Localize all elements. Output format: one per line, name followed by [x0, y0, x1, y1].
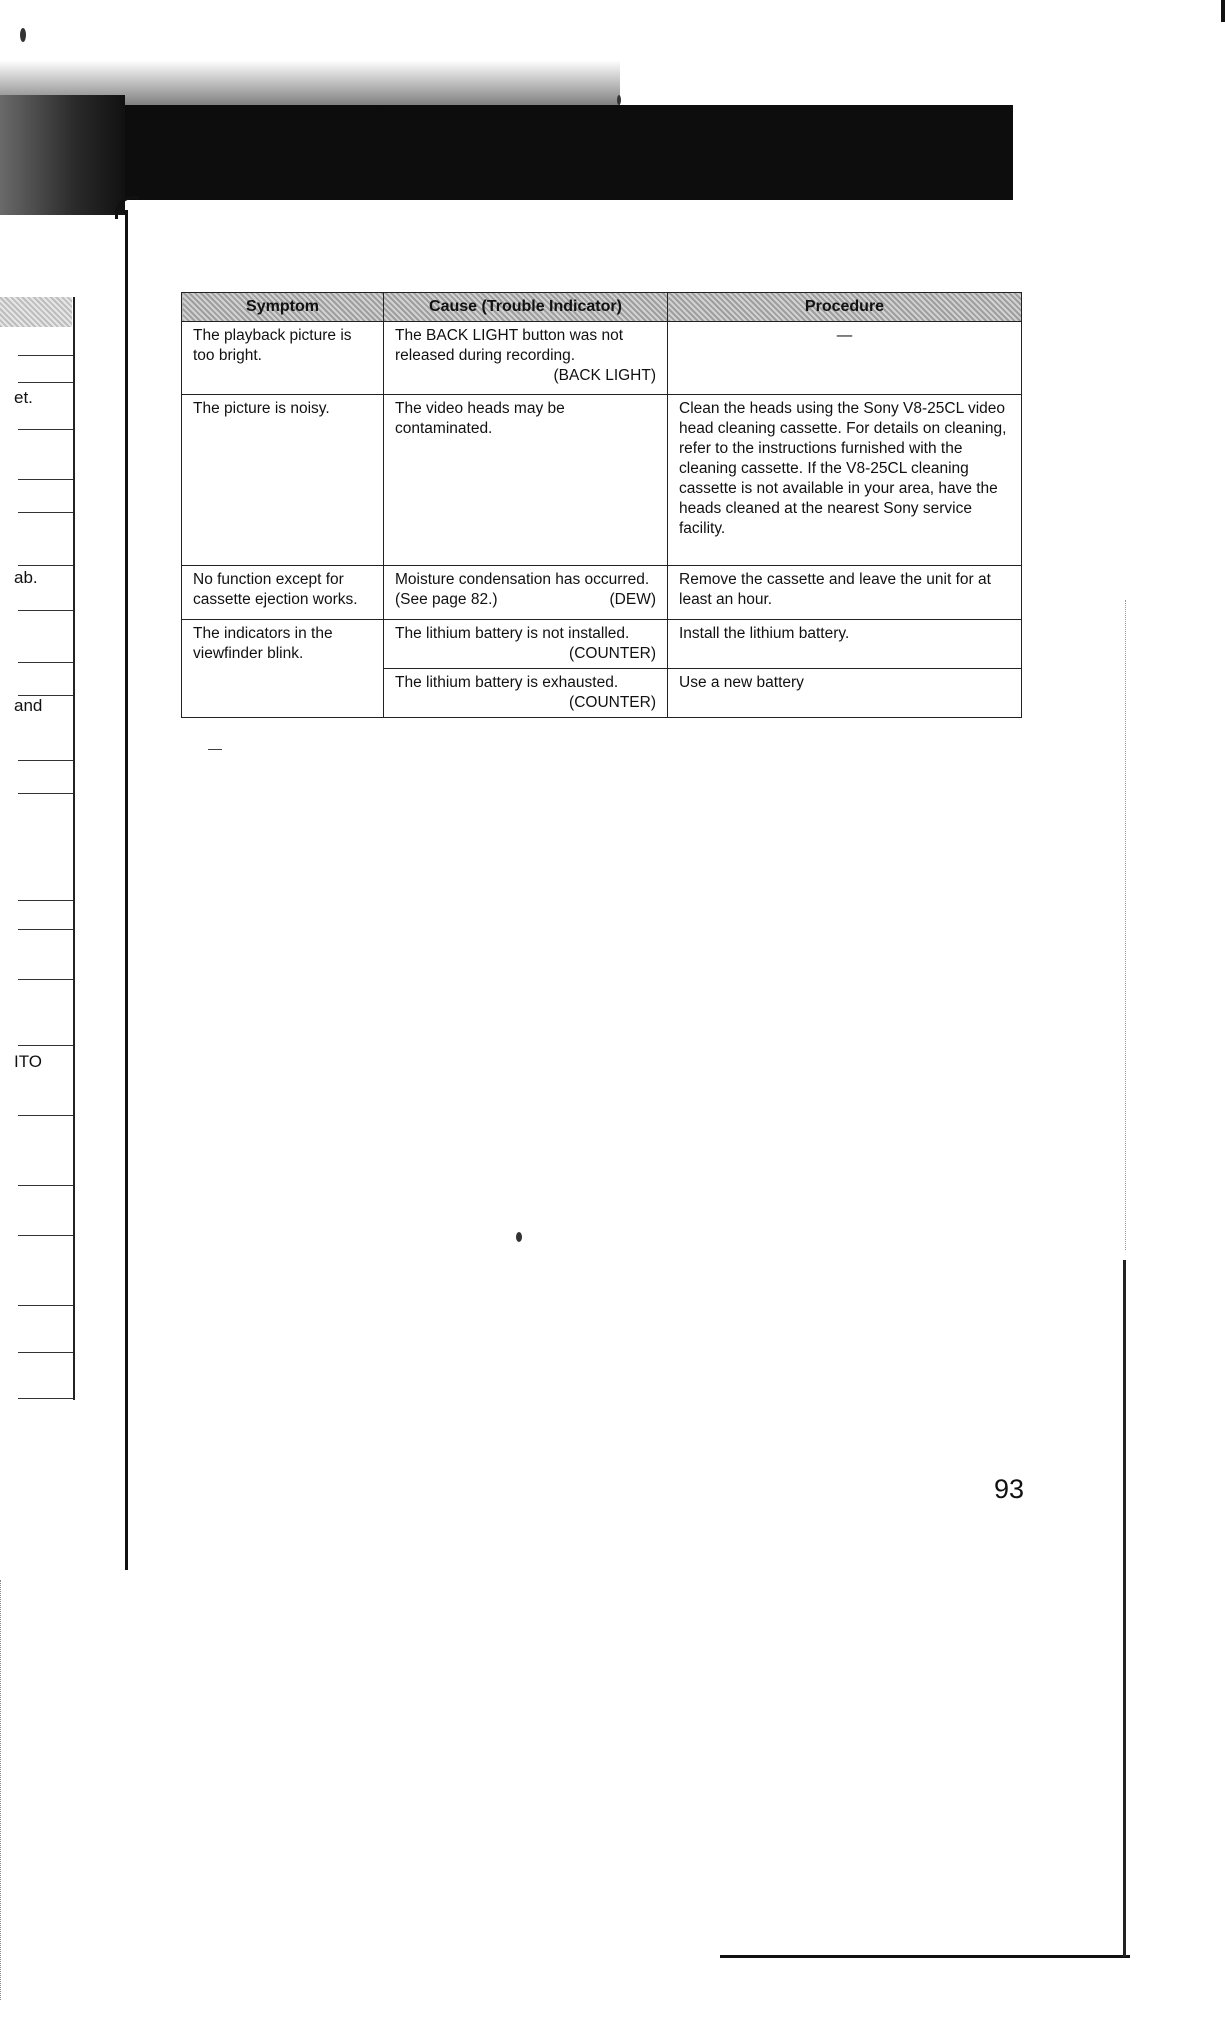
- cause-cell: [384, 669, 668, 718]
- fragment-rule: [18, 565, 73, 566]
- fragment-rule: [18, 979, 73, 980]
- header-cause: Cause (Trouble Indicator): [384, 293, 668, 322]
- table-row: [182, 620, 1022, 669]
- fragment-rule: [18, 1185, 73, 1186]
- header-procedure: Procedure: [668, 293, 1022, 322]
- trouble-indicator: (COUNTER): [569, 694, 656, 711]
- procedure-cell: Clean the heads using the Sony V8-25CL video head cleaning cassette. For details on cleaning, refer to the instructions furnished with the cleaning cassette. If the V8-25CL cleaning cassette is not available in your area, have the heads cleaned at the nearest Sony service facility.: [668, 395, 1022, 566]
- header-symptom: Symptom: [182, 293, 384, 322]
- scan-speck: [20, 28, 26, 42]
- fragment-rule: [18, 662, 73, 663]
- table-row: [182, 566, 1022, 620]
- fragment-rule: [18, 793, 73, 794]
- page-frame-right-edge: [1123, 1260, 1126, 1957]
- page-frame-bottom-line: [720, 1955, 1130, 1958]
- fragment-rule: [18, 479, 73, 480]
- cause-cell: [384, 322, 668, 395]
- procedure-cell: Install the lithium battery.: [668, 620, 1022, 669]
- edge-mark: [1221, 0, 1225, 22]
- cause-text: The lithium battery is exhausted.: [395, 674, 619, 691]
- fragment-rule: [18, 1045, 73, 1046]
- cause-cell: [384, 620, 668, 669]
- cause-ref-line: [395, 590, 656, 610]
- scan-speck: [516, 1232, 522, 1242]
- symptom-cell: The picture is noisy.: [182, 395, 384, 566]
- fragment-text: and: [14, 696, 43, 715]
- fragment-rule: [18, 1352, 73, 1353]
- fragment-text: et.: [14, 388, 33, 407]
- fragment-text: ab.: [14, 568, 38, 587]
- fragment-rule: [18, 382, 73, 383]
- cause-text: The BACK LIGHT button was not released during recording.: [395, 327, 624, 364]
- fragment-rule: [18, 1235, 73, 1236]
- fragment-rule: [18, 512, 73, 513]
- procedure-cell: Remove the cassette and leave the unit for at least an hour.: [668, 566, 1022, 620]
- cause-text: The lithium battery is not installed.: [395, 625, 630, 642]
- table-header-row: [182, 293, 1022, 322]
- scan-speck: [617, 95, 621, 105]
- symptom-cell: The indicators in the viewfinder blink.: [182, 620, 384, 718]
- page-number: 93: [994, 1474, 1025, 1504]
- trouble-indicator: (COUNTER): [569, 645, 656, 662]
- previous-page-table-fragment: [0, 297, 75, 1400]
- fragment-rule: [18, 610, 73, 611]
- fragment-rule: [18, 1305, 73, 1306]
- trouble-indicator: (DEW): [609, 591, 656, 608]
- page-frame-left-line: [125, 210, 128, 1570]
- scan-edge-dots: [0, 1580, 3, 2000]
- header-scan-smudge: [0, 95, 125, 215]
- fragment-rule: [18, 1115, 73, 1116]
- fragment-header-shade: [0, 297, 72, 327]
- cause-cell: [384, 566, 668, 620]
- fragment-rule: [18, 1398, 73, 1399]
- page-edge-dots: [1125, 600, 1127, 1250]
- page-reference: (See page 82.): [395, 591, 498, 608]
- trouble-indicator: (BACK LIGHT): [553, 367, 656, 384]
- fragment-text: ITO: [14, 1052, 43, 1071]
- cause-cell: The video heads may be contaminated.: [384, 395, 668, 566]
- fragment-rule: [18, 760, 73, 761]
- stray-dash: —: [208, 740, 222, 756]
- symptom-cell: The playback picture is too bright.: [182, 322, 384, 395]
- fragment-rule: [18, 929, 73, 930]
- symptom-cell: No function except for cassette ejection works.: [182, 566, 384, 620]
- procedure-cell: —: [668, 322, 1022, 395]
- fragment-rule: [18, 355, 73, 356]
- procedure-cell: Use a new battery: [668, 669, 1022, 718]
- header-band: [0, 105, 1013, 200]
- fragment-rule: [18, 900, 73, 901]
- table-row: [182, 395, 1022, 566]
- cause-text: Moisture condensation has occurred.: [395, 571, 650, 588]
- fragment-rule: [18, 429, 73, 430]
- troubleshooting-table: [181, 292, 1022, 718]
- table-row: [182, 322, 1022, 395]
